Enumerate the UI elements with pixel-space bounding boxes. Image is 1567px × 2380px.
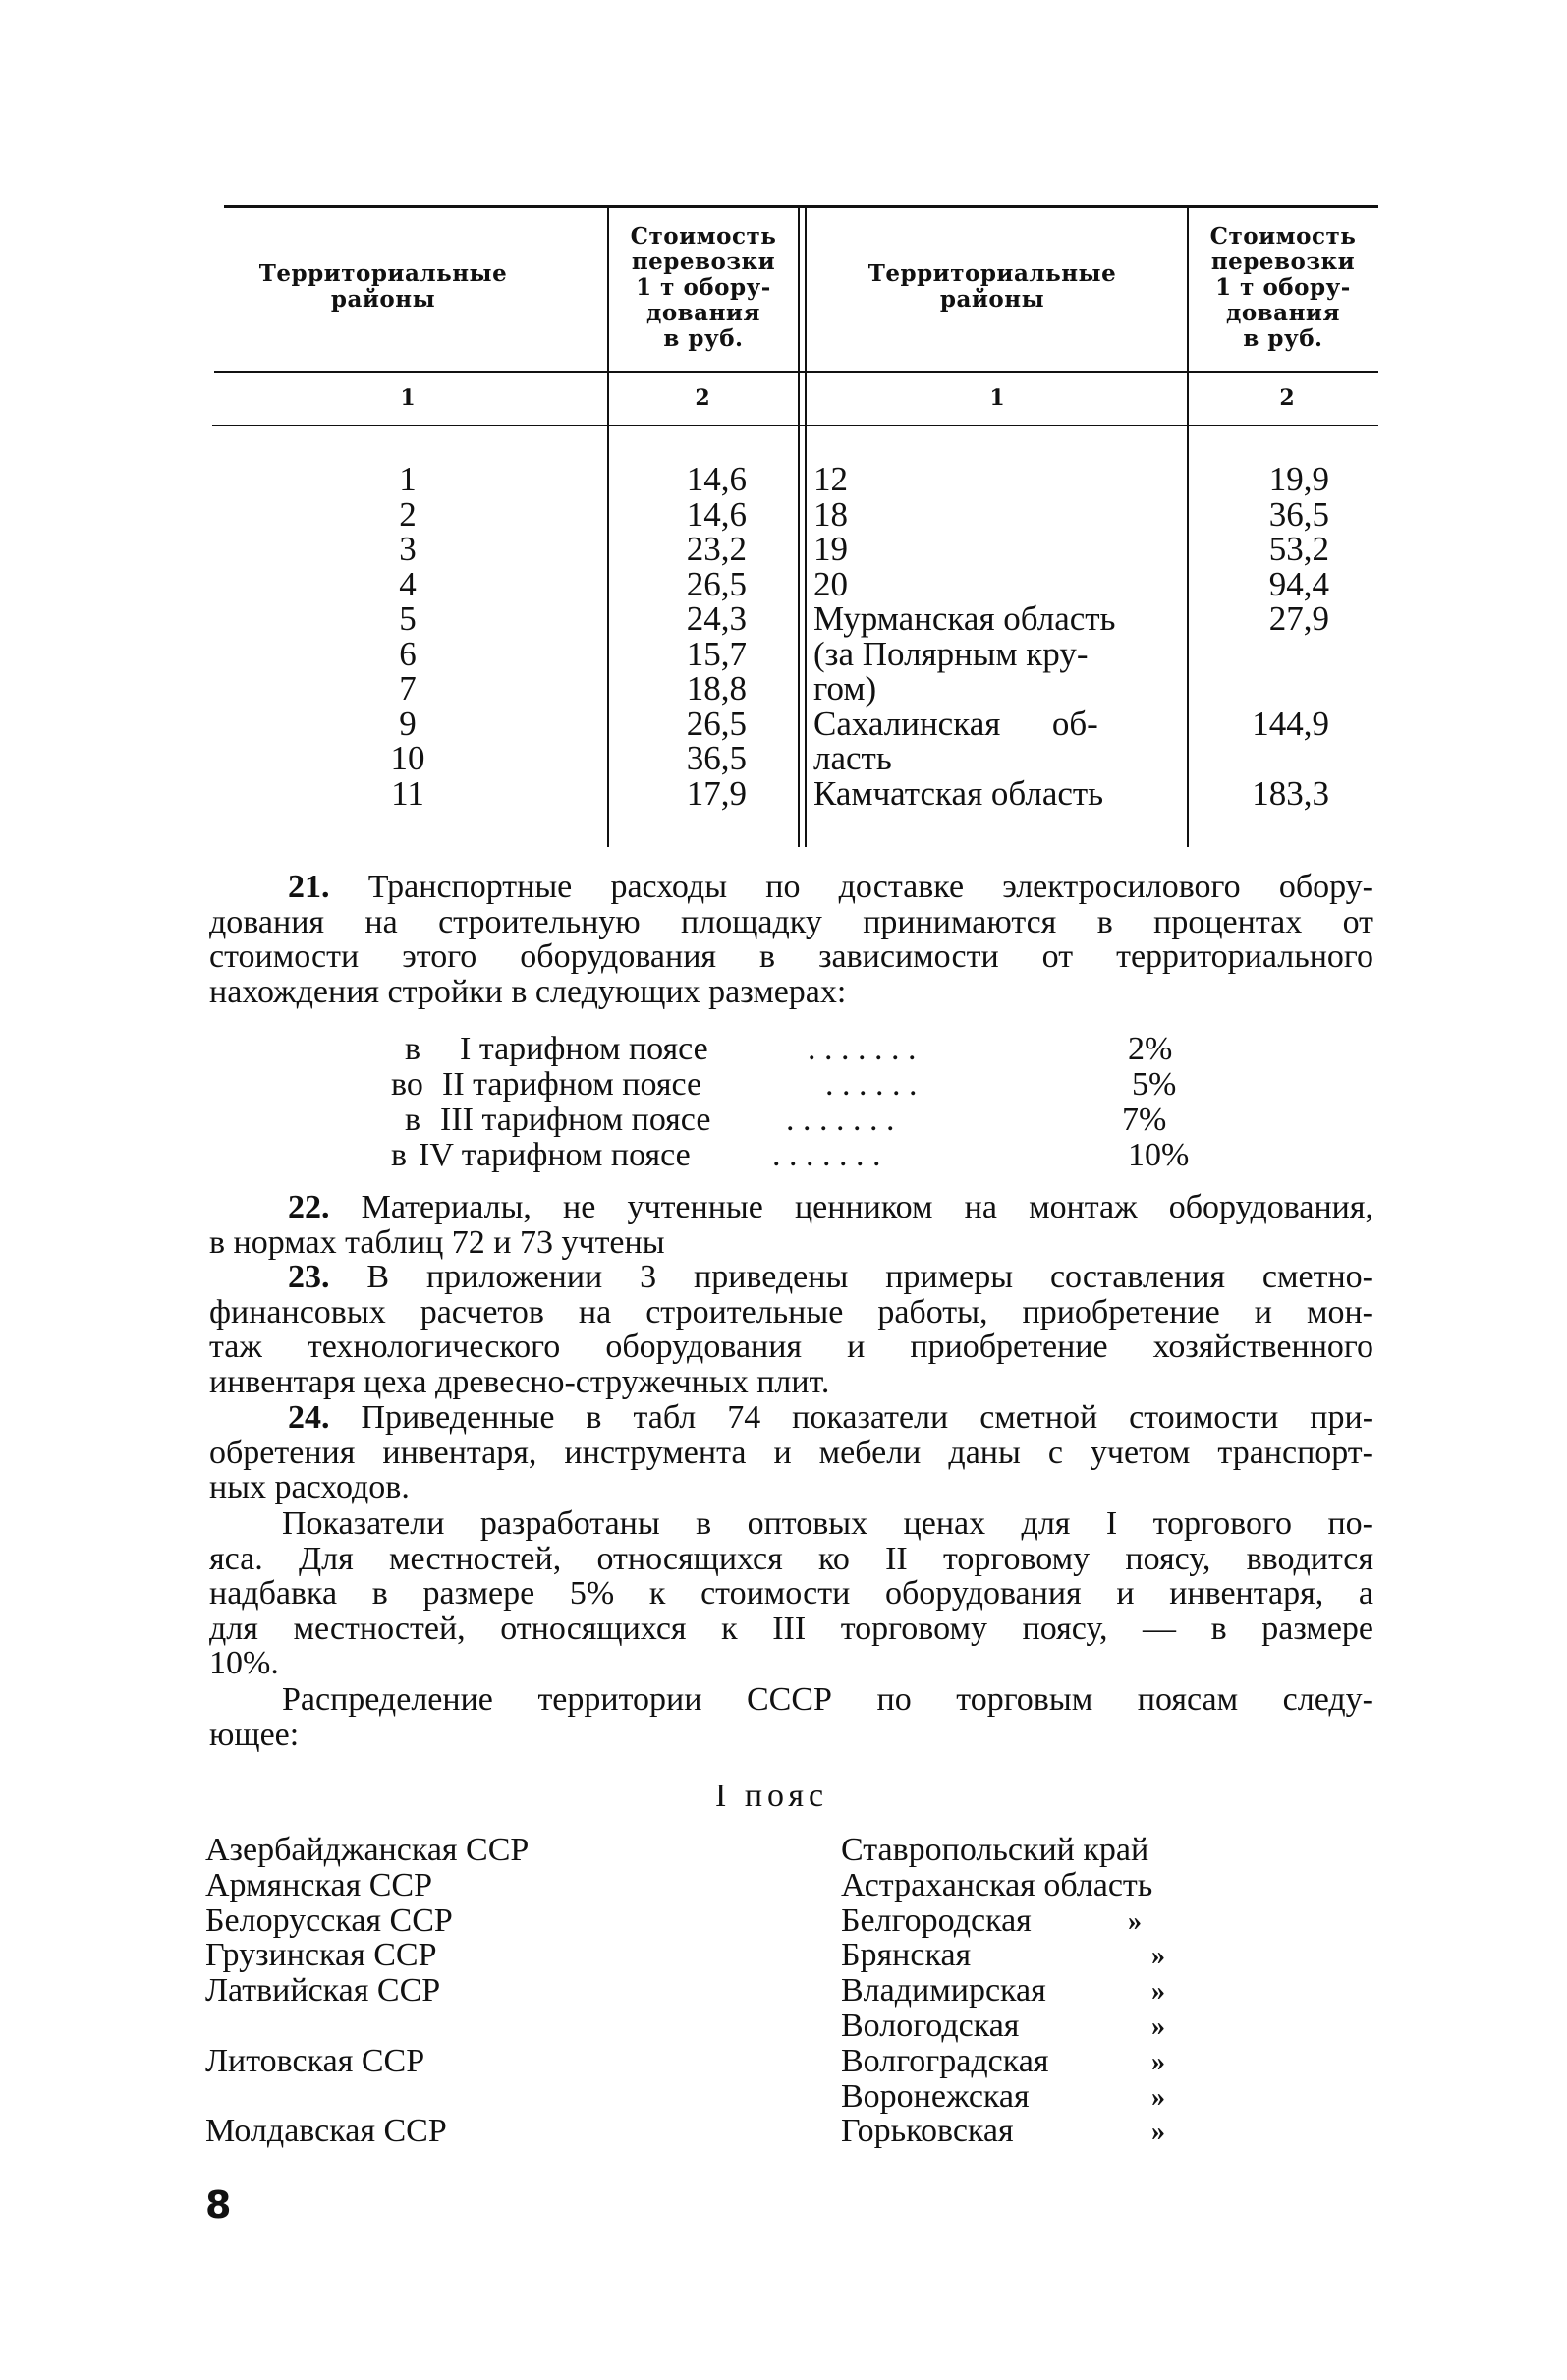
table-cell-cost: 183,3 <box>1252 773 1329 813</box>
tariff-dots: . . . . . . . <box>808 1031 917 1067</box>
belt-list-item: Латвийская ССР <box>205 1972 441 2010</box>
belt-list-item: Волгоградская <box>841 2042 1049 2079</box>
paragraph-24: 24. Приведенные в табл 74 показатели сметной стоимости при- обретения инвентаря, инструмента и мебели даны с учетом транспорт- ных расходов. <box>209 1399 1374 1506</box>
belt-list-item: Ставропольский край <box>841 1832 1149 1868</box>
tariff-dots: . . . . . . <box>825 1066 918 1103</box>
colnum-3: 1 <box>989 385 1005 411</box>
table-cell-region: Сахалинская об- <box>813 704 1098 743</box>
table-cell-cost: 26,5 <box>686 564 747 603</box>
table-cell-cost: 144,9 <box>1252 704 1329 743</box>
belt-list-item: Литовская ССР <box>205 2042 425 2079</box>
ditto-mark: » <box>1151 2012 1165 2042</box>
belt-list-item: Грузинская ССР <box>205 1937 437 1974</box>
colnum-4: 2 <box>1279 385 1295 411</box>
tariff-zone: I тарифном поясе <box>460 1031 708 1067</box>
table-cell-cost: 27,9 <box>1268 599 1329 638</box>
table-cell-region: Камчатская область <box>813 773 1104 813</box>
para-number: 21. <box>288 869 330 905</box>
colnum-1: 1 <box>400 385 416 411</box>
tariff-pct: 2% <box>1128 1031 1173 1067</box>
belt-list-item: Владимирская <box>841 1972 1046 2010</box>
table-cell-region: 7 <box>399 669 417 708</box>
tariff-row: в <box>405 1102 421 1138</box>
table-cell-region: Мурманская область <box>813 599 1116 638</box>
belt-list-item <box>205 2009 529 2044</box>
table-cell-region: 4 <box>399 564 417 603</box>
tariff-pct: 10% <box>1128 1137 1190 1173</box>
table-cell-region: 3 <box>399 530 417 568</box>
colnum-2: 2 <box>695 385 710 411</box>
table-divider-2a <box>798 208 800 847</box>
belt-left-list <box>205 1833 529 2149</box>
table-cell-cost: 36,5 <box>1268 494 1329 534</box>
table-cell-region: гом) <box>813 669 877 708</box>
belt-right-list <box>841 1833 1152 2149</box>
table-cell-region: 2 <box>399 494 417 534</box>
tariff-pct: 7% <box>1122 1102 1167 1138</box>
table-cell-region: 10 <box>390 739 425 777</box>
table-cell-region: 5 <box>399 599 417 638</box>
table-cell-region: 9 <box>399 704 417 743</box>
tariff-row: в <box>405 1031 421 1067</box>
table-cell-region: 6 <box>399 634 417 673</box>
paragraph-26: Распределение территории СССР по торговым поясам следу- ющее: <box>209 1681 1373 1753</box>
paragraph-21: 21. Транспортные расходы по доставке электросилового обору- дования на строительную площадку принимаются в процентах от стоимости этого оборудования в зависимости от территориального нахождения стройки в следующих размерах: <box>209 869 1373 1010</box>
tariff-zone: III тарифном поясе <box>440 1102 711 1138</box>
paragraph-25: Показатели разработаны в оптовых ценах для I торгового по- яса. Для местностей, относящихся ко II торговому поясу, вводится надбавка в размере 5% к стоимости оборудования и инвентаря, а для местностей, относящихся к III торговому поясу, — в размере 10%. <box>209 1505 1373 1682</box>
table-cell-cost: 19,9 <box>1268 460 1329 498</box>
belt-list-item: Брянская <box>841 1937 972 1974</box>
ditto-mark: » <box>1151 2046 1165 2077</box>
paragraph-22: 22. Материалы, не учтенные ценником на монтаж оборудования, в нормах таблиц 72 и 73 учтены <box>209 1189 1373 1261</box>
left-costs-column <box>629 462 747 811</box>
tariff-dots: . . . . . . . <box>772 1137 881 1173</box>
table-cell-region: (за Полярным кру- <box>813 634 1089 673</box>
ditto-mark: » <box>1151 1941 1165 1972</box>
table-cell-cost: 18,8 <box>686 669 747 708</box>
tariff-row: во <box>391 1066 423 1103</box>
ditto-mark: » <box>1151 2081 1165 2113</box>
table-cell-cost: 14,6 <box>686 460 747 498</box>
table-cell-cost: 17,9 <box>686 773 747 813</box>
page-number: 8 <box>205 2183 232 2227</box>
table-colnum-rule <box>212 425 1378 426</box>
header-region-right: Территориальные районы <box>867 260 1117 312</box>
tariff-zone: IV тарифном поясе <box>419 1137 691 1173</box>
table-cell-cost: 14,6 <box>686 494 747 534</box>
ditto-mark: » <box>1151 1976 1165 2008</box>
table-cell-cost: 53,2 <box>1268 530 1329 568</box>
belt-list-item: Вологодская <box>841 2007 1020 2044</box>
table-cell-cost: 26,5 <box>686 704 747 743</box>
tariff-dots: . . . . . . . <box>786 1102 895 1138</box>
belt-list-item: Молдавская ССР <box>205 2113 447 2150</box>
table-cell-cost: 24,3 <box>686 599 747 638</box>
ditto-mark: » <box>1128 1905 1142 1937</box>
table-cell-region: 1 <box>399 460 417 498</box>
belt-list-item <box>205 2079 529 2115</box>
paragraph-23: 23. В приложении 3 приведены примеры составления сметно- финансовых расчетов на строительные работы, приобретение и мон- таж технологического оборудования и приобретение хозяйственного инвентаря цеха древесно-стружечных плит. <box>209 1259 1374 1400</box>
table-cell-cost <box>1199 741 1329 776</box>
table-cell-region: 12 <box>813 460 848 498</box>
tariff-pct: 5% <box>1132 1066 1177 1103</box>
belt-list-item: Воронежская <box>841 2077 1030 2115</box>
tariff-row: в <box>391 1137 408 1173</box>
belt-list-item: Азербайджанская ССР <box>205 1832 530 1868</box>
table-cell-region: 19 <box>813 530 848 568</box>
table-top-rule <box>224 205 1378 208</box>
table-cell-cost <box>1199 637 1329 672</box>
header-cost-left: Стоимость перевозки 1 т обору- дования в руб. <box>630 223 777 352</box>
header-region-left: Территориальные районы <box>258 260 508 312</box>
table-cell-region: ласть <box>813 739 892 777</box>
right-regions-column <box>813 462 1187 811</box>
tariff-zone: II тарифном поясе <box>442 1066 702 1103</box>
table-cell-region: 20 <box>813 564 848 603</box>
ditto-mark: » <box>1151 2117 1165 2148</box>
table-cell-cost: 15,7 <box>686 634 747 673</box>
belt-list-item: Белгородская <box>841 1901 1032 1939</box>
left-regions-column <box>373 462 442 811</box>
table-header-rule <box>214 371 1378 373</box>
right-costs-column <box>1199 462 1329 811</box>
belt-list-item: Горьковская <box>841 2113 1014 2150</box>
belt-list-item: Астраханская область <box>841 1866 1153 1903</box>
table-divider-2b <box>805 208 807 847</box>
table-cell-cost: 36,5 <box>686 739 747 777</box>
table-cell-region: 11 <box>391 773 424 813</box>
belt-list-item: Белорусская ССР <box>205 1901 453 1939</box>
table-cell-cost: 23,2 <box>686 530 747 568</box>
table-cell-cost: 94,4 <box>1268 564 1329 603</box>
belt-title: I пояс <box>715 1778 829 1814</box>
table-cell-region: 18 <box>813 494 848 534</box>
belt-list-item: Армянская ССР <box>205 1866 432 1903</box>
header-cost-right: Стоимость перевозки 1 т обору- дования в руб. <box>1209 223 1357 352</box>
table-cell-cost <box>1199 671 1329 707</box>
